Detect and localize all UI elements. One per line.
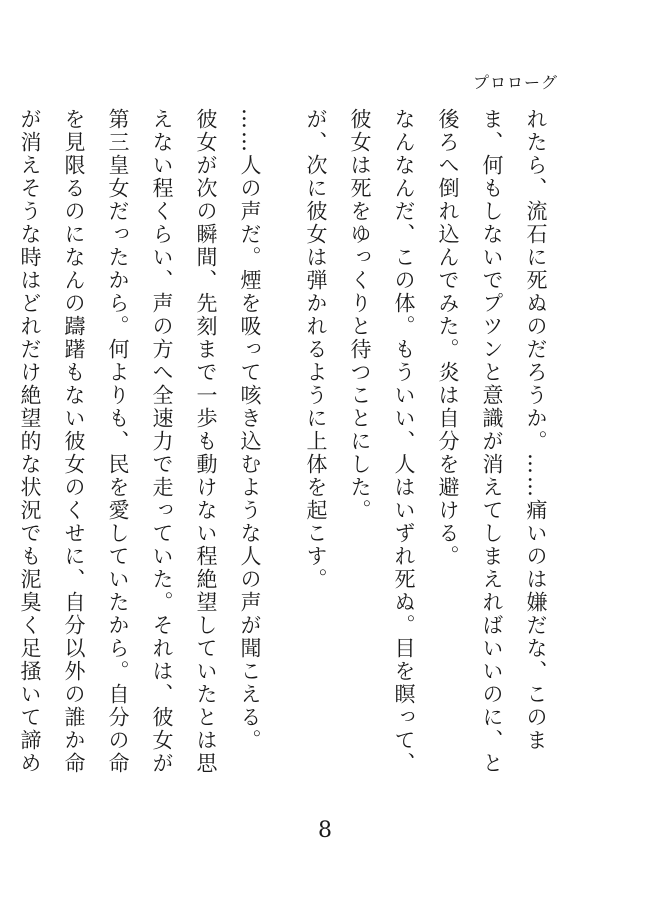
- paragraph-4: ……人の声だ。煙を吸って咳き込むような人の声が聞こえる。: [238, 108, 262, 752]
- paragraph-2: なんなんだ、この体。もういい、人はいずれ死ぬ。目を瞑って、彼女は死をゆっくりと待つことにした。: [348, 108, 416, 775]
- chapter-running-header: プロローグ: [472, 73, 558, 92]
- paragraph-3: が、次に彼女は弾かれるように上体を起こす。: [304, 108, 328, 591]
- vertical-body-text: [0, 108, 558, 788]
- paragraph-1: れたら、流石に死ぬのだろうか。……痛いのは嫌だな、このまま、何もしないでプツンと意識が消えてしまえればいいのに、と後ろへ倒れ込んでみた。炎は自分を避ける。: [436, 108, 548, 775]
- page-number: 8: [318, 818, 332, 843]
- paragraph-5: 彼女が次の瞬間、先刻まで一歩も動けない程絶望していたとは思えない程くらい、声の方へ全速力で走っていた。それは、彼女が第三皇女だったから。何よりも、民を愛していたから。自分の命を見限るのになんの躊躇もない彼女のくせに、自分以外の誰か命が消えそうな時はどれだけ絶望的な状況でも泥臭く足掻いて諦め: [18, 108, 218, 775]
